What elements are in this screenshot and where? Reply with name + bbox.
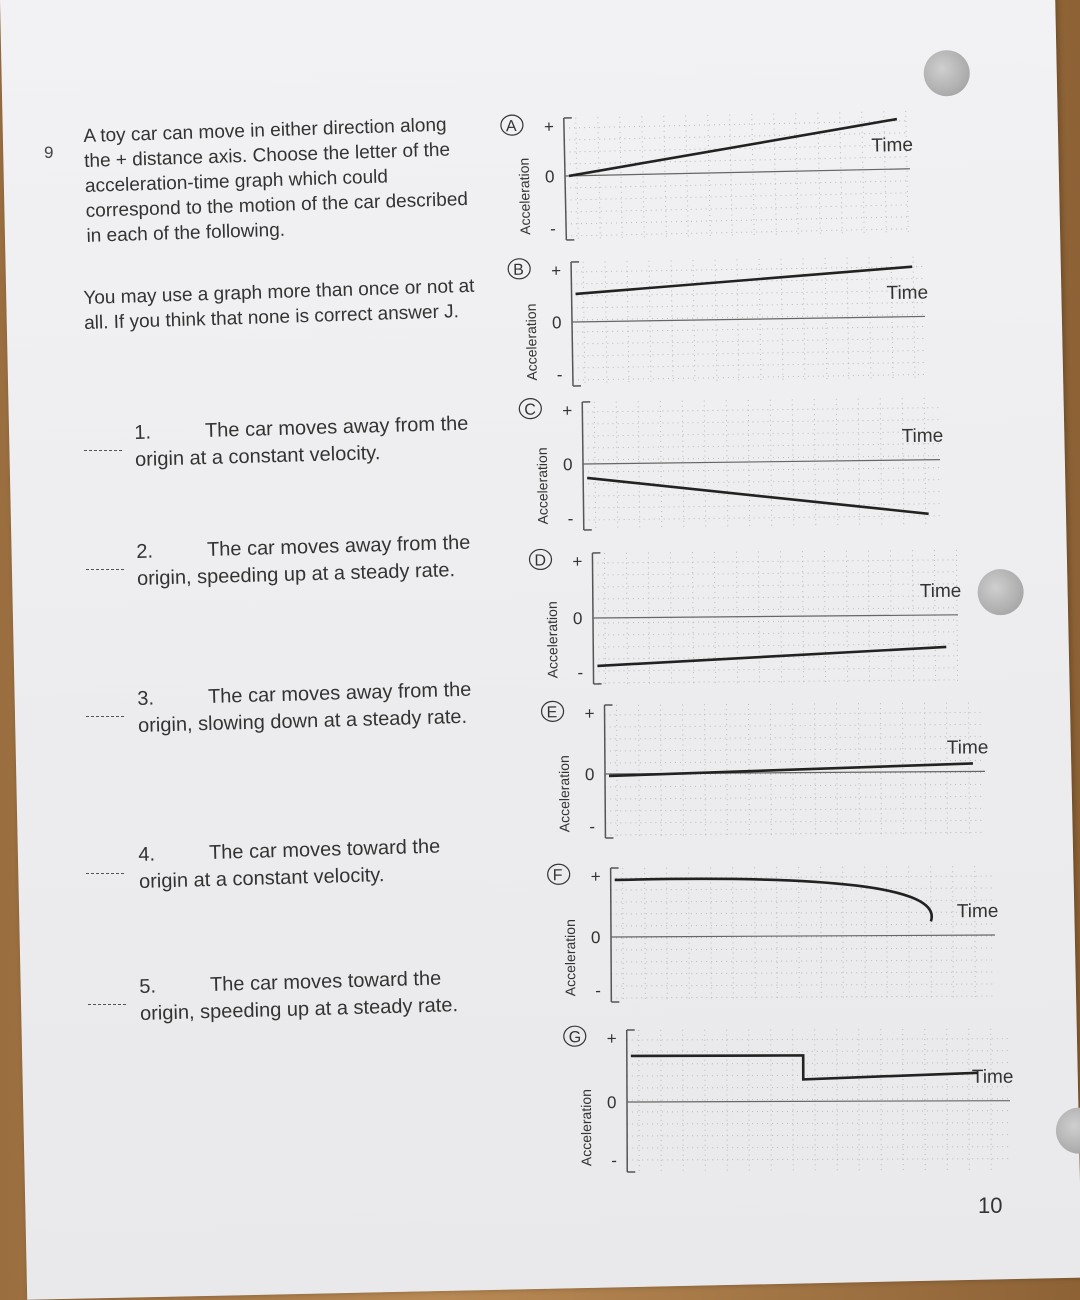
y-axis-label: Acceleration: [515, 157, 534, 236]
tick-label-zero: 0: [606, 1093, 617, 1113]
grid-line: [649, 261, 651, 385]
grid-line: [611, 972, 995, 974]
grid-line: [693, 260, 695, 384]
graph-letter: A: [505, 118, 517, 136]
grid-line: [627, 1087, 1010, 1088]
grid-line: [605, 261, 607, 385]
grid-line: [792, 399, 794, 527]
grid-line: [737, 259, 739, 383]
item-number: 4.: [138, 843, 156, 866]
grid-line: [667, 868, 668, 1002]
graph-c: [519, 394, 944, 531]
grid-line: [627, 1159, 1010, 1160]
grid-line: [572, 290, 925, 296]
grid-line: [617, 705, 618, 838]
grid-line: [715, 260, 717, 384]
grid-line: [642, 116, 645, 238]
y-axis-label: Acceleration: [543, 601, 561, 679]
grid-line: [903, 703, 904, 836]
grid-line: [572, 302, 925, 308]
x-axis-label: Time: [919, 580, 962, 603]
graph-letter: B: [513, 261, 524, 279]
x-axis: [627, 1101, 1010, 1102]
grid-line: [931, 866, 932, 1000]
item-text: The car moves away from the origin at a constant velocity.: [134, 412, 469, 471]
x-axis-label: Time: [956, 900, 999, 923]
grid-line: [777, 867, 778, 1001]
grid-line: [593, 632, 958, 635]
grid-line: [814, 399, 816, 527]
x-axis-label: Time: [886, 282, 929, 305]
grid-line: [583, 432, 940, 436]
grid-line: [611, 960, 995, 962]
grid-line: [627, 261, 629, 385]
grid-line: [605, 760, 985, 763]
tick-label-minus: -: [595, 981, 602, 1001]
grid-line: [902, 398, 904, 526]
grid-line: [627, 1063, 1010, 1064]
grid-line: [770, 400, 772, 528]
grid-line: [836, 399, 838, 527]
x-axis-label: Time: [901, 425, 944, 448]
y-axis: [611, 868, 612, 1002]
y-axis: [582, 402, 584, 530]
graph-letter: D: [534, 552, 547, 570]
grid-line: [605, 796, 985, 799]
grid-line: [593, 584, 958, 587]
grid-line: [796, 113, 799, 235]
grid-line: [683, 704, 684, 837]
graph-letter: G: [568, 1029, 582, 1047]
grid-line: [583, 456, 940, 460]
x-axis-label: Time: [871, 134, 914, 157]
grid-line: [565, 157, 910, 164]
item-number: 1.: [134, 421, 152, 444]
grid-line: [645, 868, 646, 1002]
question-prompt: A toy car can move in either direction along the + distance axis. Choose the letter of the acceleration-time graph which could correspond to the motion of the car described in each of the following.: [83, 114, 469, 247]
grid-line: [605, 808, 985, 811]
y-axis-label: Acceleration: [533, 447, 551, 525]
grid-line: [565, 181, 910, 188]
grid-line: [593, 560, 958, 563]
grid-line: [627, 1051, 1010, 1052]
grid-line: [748, 400, 750, 528]
grid-line: [638, 401, 640, 529]
grid-line: [803, 258, 805, 382]
grid-line: [639, 705, 640, 838]
grid-line: [573, 362, 926, 368]
tick-label-plus: +: [590, 867, 601, 887]
grid-line: [576, 118, 579, 240]
graph-f: [548, 862, 999, 1002]
grid-line: [925, 703, 926, 836]
grid-line: [906, 111, 909, 233]
grid-line: [572, 338, 925, 344]
grid-line: [605, 748, 985, 751]
tick-label-zero: 0: [590, 928, 601, 948]
grid-line: [664, 116, 667, 238]
item-text: The car moves away from the origin, slowing down at a steady rate.: [137, 678, 472, 737]
grid-line: [660, 401, 662, 529]
grid-line: [953, 866, 954, 1000]
y-axis-label: Acceleration: [522, 303, 540, 381]
graph-d: [529, 546, 962, 685]
grid-line: [880, 398, 882, 526]
grid-line: [605, 724, 985, 727]
grid-line: [611, 900, 995, 902]
tick-label-plus: +: [551, 261, 562, 281]
x-axis: [583, 460, 940, 464]
grid-line: [583, 262, 585, 386]
grid-line: [730, 115, 733, 237]
tick-label-minus: -: [556, 365, 563, 385]
tick-label-plus: +: [562, 401, 573, 421]
question-note: You may use a graph more than once or not at all. If you think that none is correct answer J.: [83, 275, 475, 334]
graph-letter: F: [552, 867, 563, 885]
x-axis: [593, 615, 958, 618]
grid-line: [671, 260, 673, 384]
grid-line: [627, 1039, 1010, 1040]
grid-line: [566, 217, 911, 224]
grid-line: [891, 257, 893, 381]
grid-line: [583, 420, 940, 424]
grid-line: [884, 111, 887, 233]
grid-line: [605, 712, 985, 715]
grid-line: [611, 876, 995, 878]
grid-line: [947, 703, 948, 836]
graph-letter: E: [546, 704, 558, 722]
grid-line: [573, 374, 926, 380]
grid-line: [708, 115, 711, 237]
x-axis: [565, 169, 910, 176]
grid-line: [862, 112, 865, 234]
grid-line: [593, 596, 958, 599]
question-number: 9: [44, 143, 54, 162]
tick-label-minus: -: [577, 663, 584, 683]
grid-line: [583, 444, 940, 448]
grid-line: [969, 702, 970, 835]
grid-line: [605, 784, 985, 787]
grid-line: [859, 703, 860, 836]
grid-line: [881, 703, 882, 836]
grid-line: [627, 1099, 1010, 1100]
grid-line: [711, 867, 712, 1001]
graph-g: [564, 1025, 1014, 1173]
grid-line: [843, 867, 844, 1001]
grid-line: [799, 867, 800, 1001]
grid-line: [818, 113, 821, 235]
item-text: The car moves toward the origin, speeding up at a steady rate.: [139, 967, 459, 1025]
grid-line: [755, 867, 756, 1001]
grid-line: [752, 114, 755, 236]
grid-line: [583, 468, 940, 472]
grid-line: [566, 205, 911, 212]
y-axis-label: Acceleration: [555, 755, 573, 833]
grid-line: [605, 832, 985, 835]
item-number: 3.: [137, 687, 155, 710]
y-axis: [571, 262, 573, 386]
grid-line: [704, 401, 706, 529]
grid-line: [593, 572, 958, 575]
grid-line: [774, 114, 777, 236]
grid-line: [627, 1135, 1010, 1136]
grid-line: [598, 117, 601, 239]
grid-line: [924, 398, 926, 526]
grid-line: [572, 326, 925, 332]
graph-e: [541, 698, 988, 838]
grid-line: [582, 408, 939, 412]
grid-line: [594, 402, 596, 530]
tick-label-plus: +: [584, 704, 595, 724]
y-axis: [564, 118, 567, 240]
grid-line: [584, 504, 941, 508]
item-number: 2.: [136, 540, 154, 563]
grid-line: [593, 620, 958, 623]
item-number: 5.: [139, 975, 157, 998]
data-line-b: [575, 267, 912, 294]
grid-line: [821, 867, 822, 1001]
grid-line: [594, 680, 959, 683]
y-axis-label: Acceleration: [561, 919, 579, 997]
grid-line: [847, 258, 849, 382]
grid-line: [564, 133, 909, 140]
grid-line: [566, 229, 911, 236]
y-axis: [605, 705, 606, 838]
tick-label-plus: +: [606, 1029, 617, 1049]
grid-line: [733, 867, 734, 1001]
x-axis-label: Time: [971, 1066, 1014, 1088]
tick-label-minus: -: [549, 219, 556, 239]
tick-label-plus: +: [543, 117, 555, 137]
tick-label-minus: -: [567, 509, 574, 529]
tick-label-zero: 0: [544, 167, 555, 187]
graph-a: [501, 107, 915, 242]
grid-line: [605, 820, 985, 823]
grid-line: [661, 705, 662, 838]
grid-line: [611, 948, 995, 950]
grid-line: [975, 866, 976, 1000]
grid-line: [627, 1147, 1010, 1148]
grid-line: [869, 257, 871, 381]
grid-line: [611, 984, 995, 986]
grid-line: [627, 1111, 1010, 1112]
tick-label-zero: 0: [562, 455, 573, 475]
grid-line: [593, 644, 958, 647]
tick-label-minus: -: [611, 1151, 617, 1171]
tick-label-plus: +: [572, 552, 583, 572]
graph-b: [508, 252, 929, 387]
grid-line: [840, 112, 843, 234]
grid-line: [611, 924, 995, 926]
grid-line: [573, 350, 926, 356]
grid-line: [726, 400, 728, 528]
grid-line: [566, 193, 911, 200]
grid-line: [605, 736, 985, 739]
data-line-a: [568, 119, 898, 176]
tick-label-zero: 0: [572, 609, 583, 629]
grid-line: [887, 867, 888, 1001]
grid-line: [611, 888, 995, 890]
grid-line: [584, 516, 941, 520]
tick-label-zero: 0: [551, 313, 562, 333]
page-number: 10: [978, 1193, 1003, 1218]
tick-label-zero: 0: [584, 765, 595, 785]
grid-line: [593, 668, 958, 671]
grid-line: [682, 401, 684, 529]
grid-line: [611, 912, 995, 914]
grid-line: [593, 608, 958, 611]
grid-line: [825, 258, 827, 382]
grid-line: [620, 117, 623, 239]
grid-line: [705, 704, 706, 837]
tick-label-minus: -: [589, 817, 596, 837]
x-axis: [572, 316, 925, 322]
data-line-c: [587, 474, 928, 518]
data-line-f: [615, 878, 932, 923]
grid-line: [623, 868, 624, 1002]
grid-line: [689, 868, 690, 1002]
grid-line: [909, 866, 910, 1000]
item-text: The car moves away from the origin, speeding up at a steady rate.: [136, 531, 471, 590]
x-axis: [611, 935, 995, 937]
grid-line: [611, 996, 995, 998]
x-axis-label: Time: [946, 737, 989, 759]
graph-letter: C: [524, 401, 537, 419]
grid-line: [913, 257, 915, 381]
grid-line: [627, 1123, 1010, 1124]
grid-line: [686, 115, 689, 237]
y-axis-label: Acceleration: [577, 1089, 595, 1167]
grid-line: [837, 703, 838, 836]
grid-line: [616, 402, 618, 530]
item-text: The car moves toward the origin at a constant velocity.: [138, 835, 441, 893]
